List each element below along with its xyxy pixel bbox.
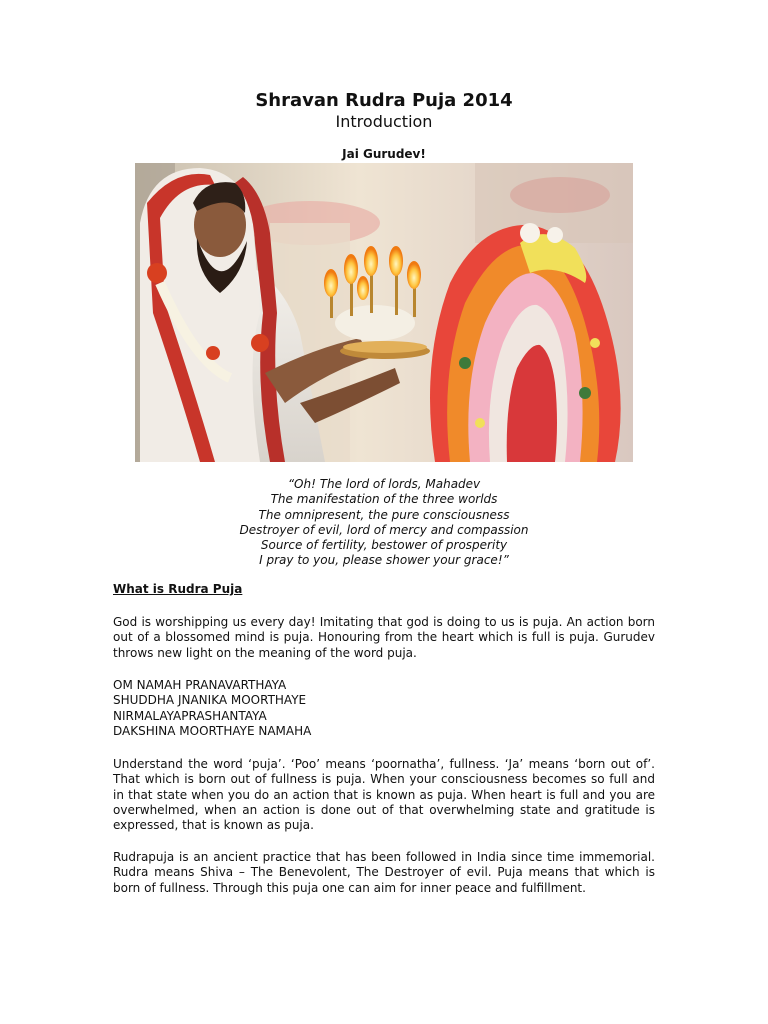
mantra-block (113, 678, 311, 739)
puja-photo (135, 163, 633, 462)
quote-line: The manifestation of the three worlds (270, 492, 498, 507)
mantra-line: NIRMALAYAPRASHANTAYA (113, 708, 267, 723)
document-subtitle: Introduction (335, 112, 433, 131)
quote-line: “Oh! The lord of lords, Mahadev (287, 477, 481, 491)
quote-line: The omnipresent, the pure consciousness (258, 507, 510, 522)
mantra-line: OM NAMAH PRANAVARTHAYA (113, 678, 287, 692)
quote-line: I pray to you, please shower your grace!” (259, 553, 509, 568)
quote-line: Destroyer of evil, lord of mercy and compassion (239, 522, 529, 537)
document-title: Shravan Rudra Puja 2014 (255, 90, 513, 111)
section-heading: What is Rudra Puja (113, 582, 243, 596)
greeting: Jai Gurudev! (342, 147, 426, 161)
paragraph-rudrapuja: Rudrapuja is an ancient practice that has been followed in India since time immemorial. Rudra means Shiva – The Benevolent, The Destroyer of evil. Puja means that which is born of fullness. Through this puja one can aim for inner peace and fulfillment. (113, 850, 655, 895)
paragraph-intro: God is worshipping us every day! Imitating that god is doing to us is puja. An action born out of a blossomed mind is puja. Honouring from the heart which is full is puja. Gurudev throws new light on the meaning of the word puja. (113, 615, 655, 660)
puja-photo-icon (135, 163, 633, 462)
mantra-line: DAKSHINA MOORTHAYE NAMAHA (113, 723, 312, 738)
prayer-quote (0, 477, 768, 569)
quote-line: Source of fertility, bestower of prosperity (260, 538, 508, 553)
paragraph-puja-meaning: Understand the word ‘puja’. ‘Poo’ means ‘poornatha’, fullness. ‘Ja’ means ‘born out of’. That which is born out of fullness is puja. When your consciousness becomes so full and in that state when you do an action that is known as puja. When heart is full and you are overwhelmed, when an action is done out of that overwhelming state and gratitude is expressed, that is known as puja. (113, 757, 655, 833)
mantra-line: SHUDDHA JNANIKA MOORTHAYE (113, 693, 307, 708)
